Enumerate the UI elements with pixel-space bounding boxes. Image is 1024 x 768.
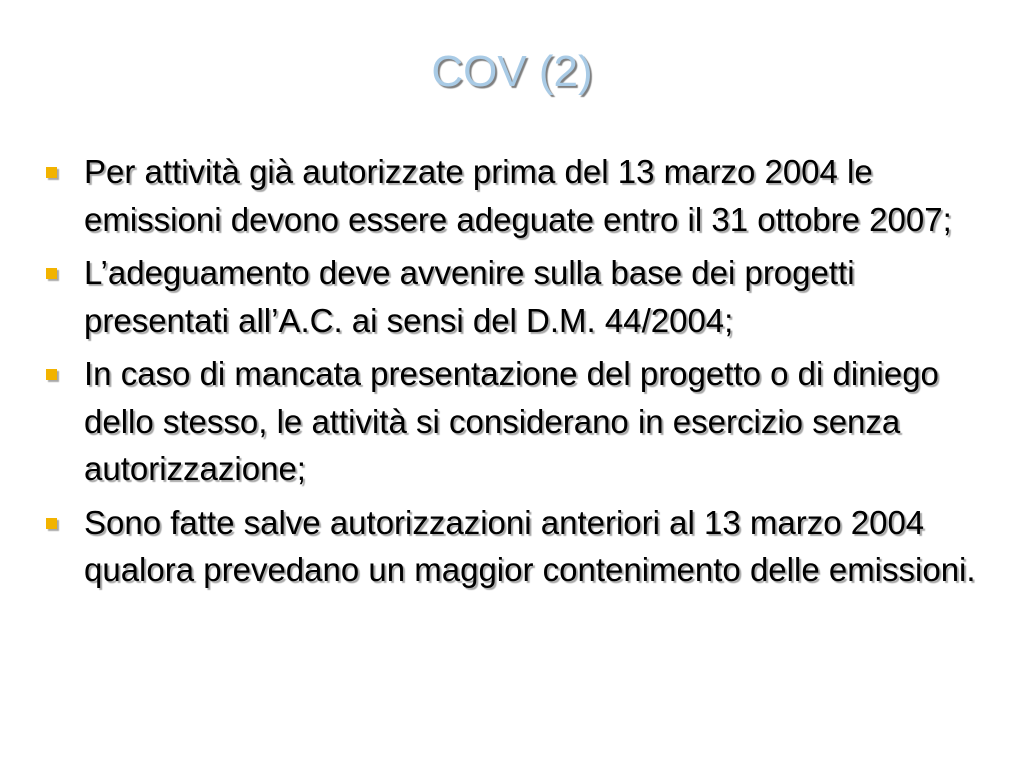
square-bullet-icon — [46, 167, 57, 178]
bullet-text: Per attività già autorizzate prima del 13 marzo 2004 le emissioni devono essere adeguate entro il 31 ottobre 2007; — [84, 153, 952, 238]
square-bullet-icon — [46, 518, 57, 529]
bullet-item — [46, 148, 996, 243]
bullet-text: In caso di mancata presentazione del progetto o di diniego dello stesso, le attività si considerano in esercizio senza autorizzazione; — [84, 355, 939, 487]
bullet-text: L’adeguamento deve avvenire sulla base dei progetti presentati all’A.C. ai sensi del D.M. 44/2004; — [84, 254, 855, 339]
square-bullet-icon — [46, 369, 57, 380]
bullet-list — [46, 148, 996, 600]
square-bullet-icon — [46, 268, 57, 279]
slide-title: COV (2) — [431, 47, 593, 96]
bullet-item — [46, 249, 996, 344]
bullet-text: Sono fatte salve autorizzazioni anteriori al 13 marzo 2004 qualora prevedano un maggior contenimento delle emissioni. — [84, 503, 976, 588]
bullet-item — [46, 350, 996, 493]
bullet-item — [46, 499, 996, 594]
